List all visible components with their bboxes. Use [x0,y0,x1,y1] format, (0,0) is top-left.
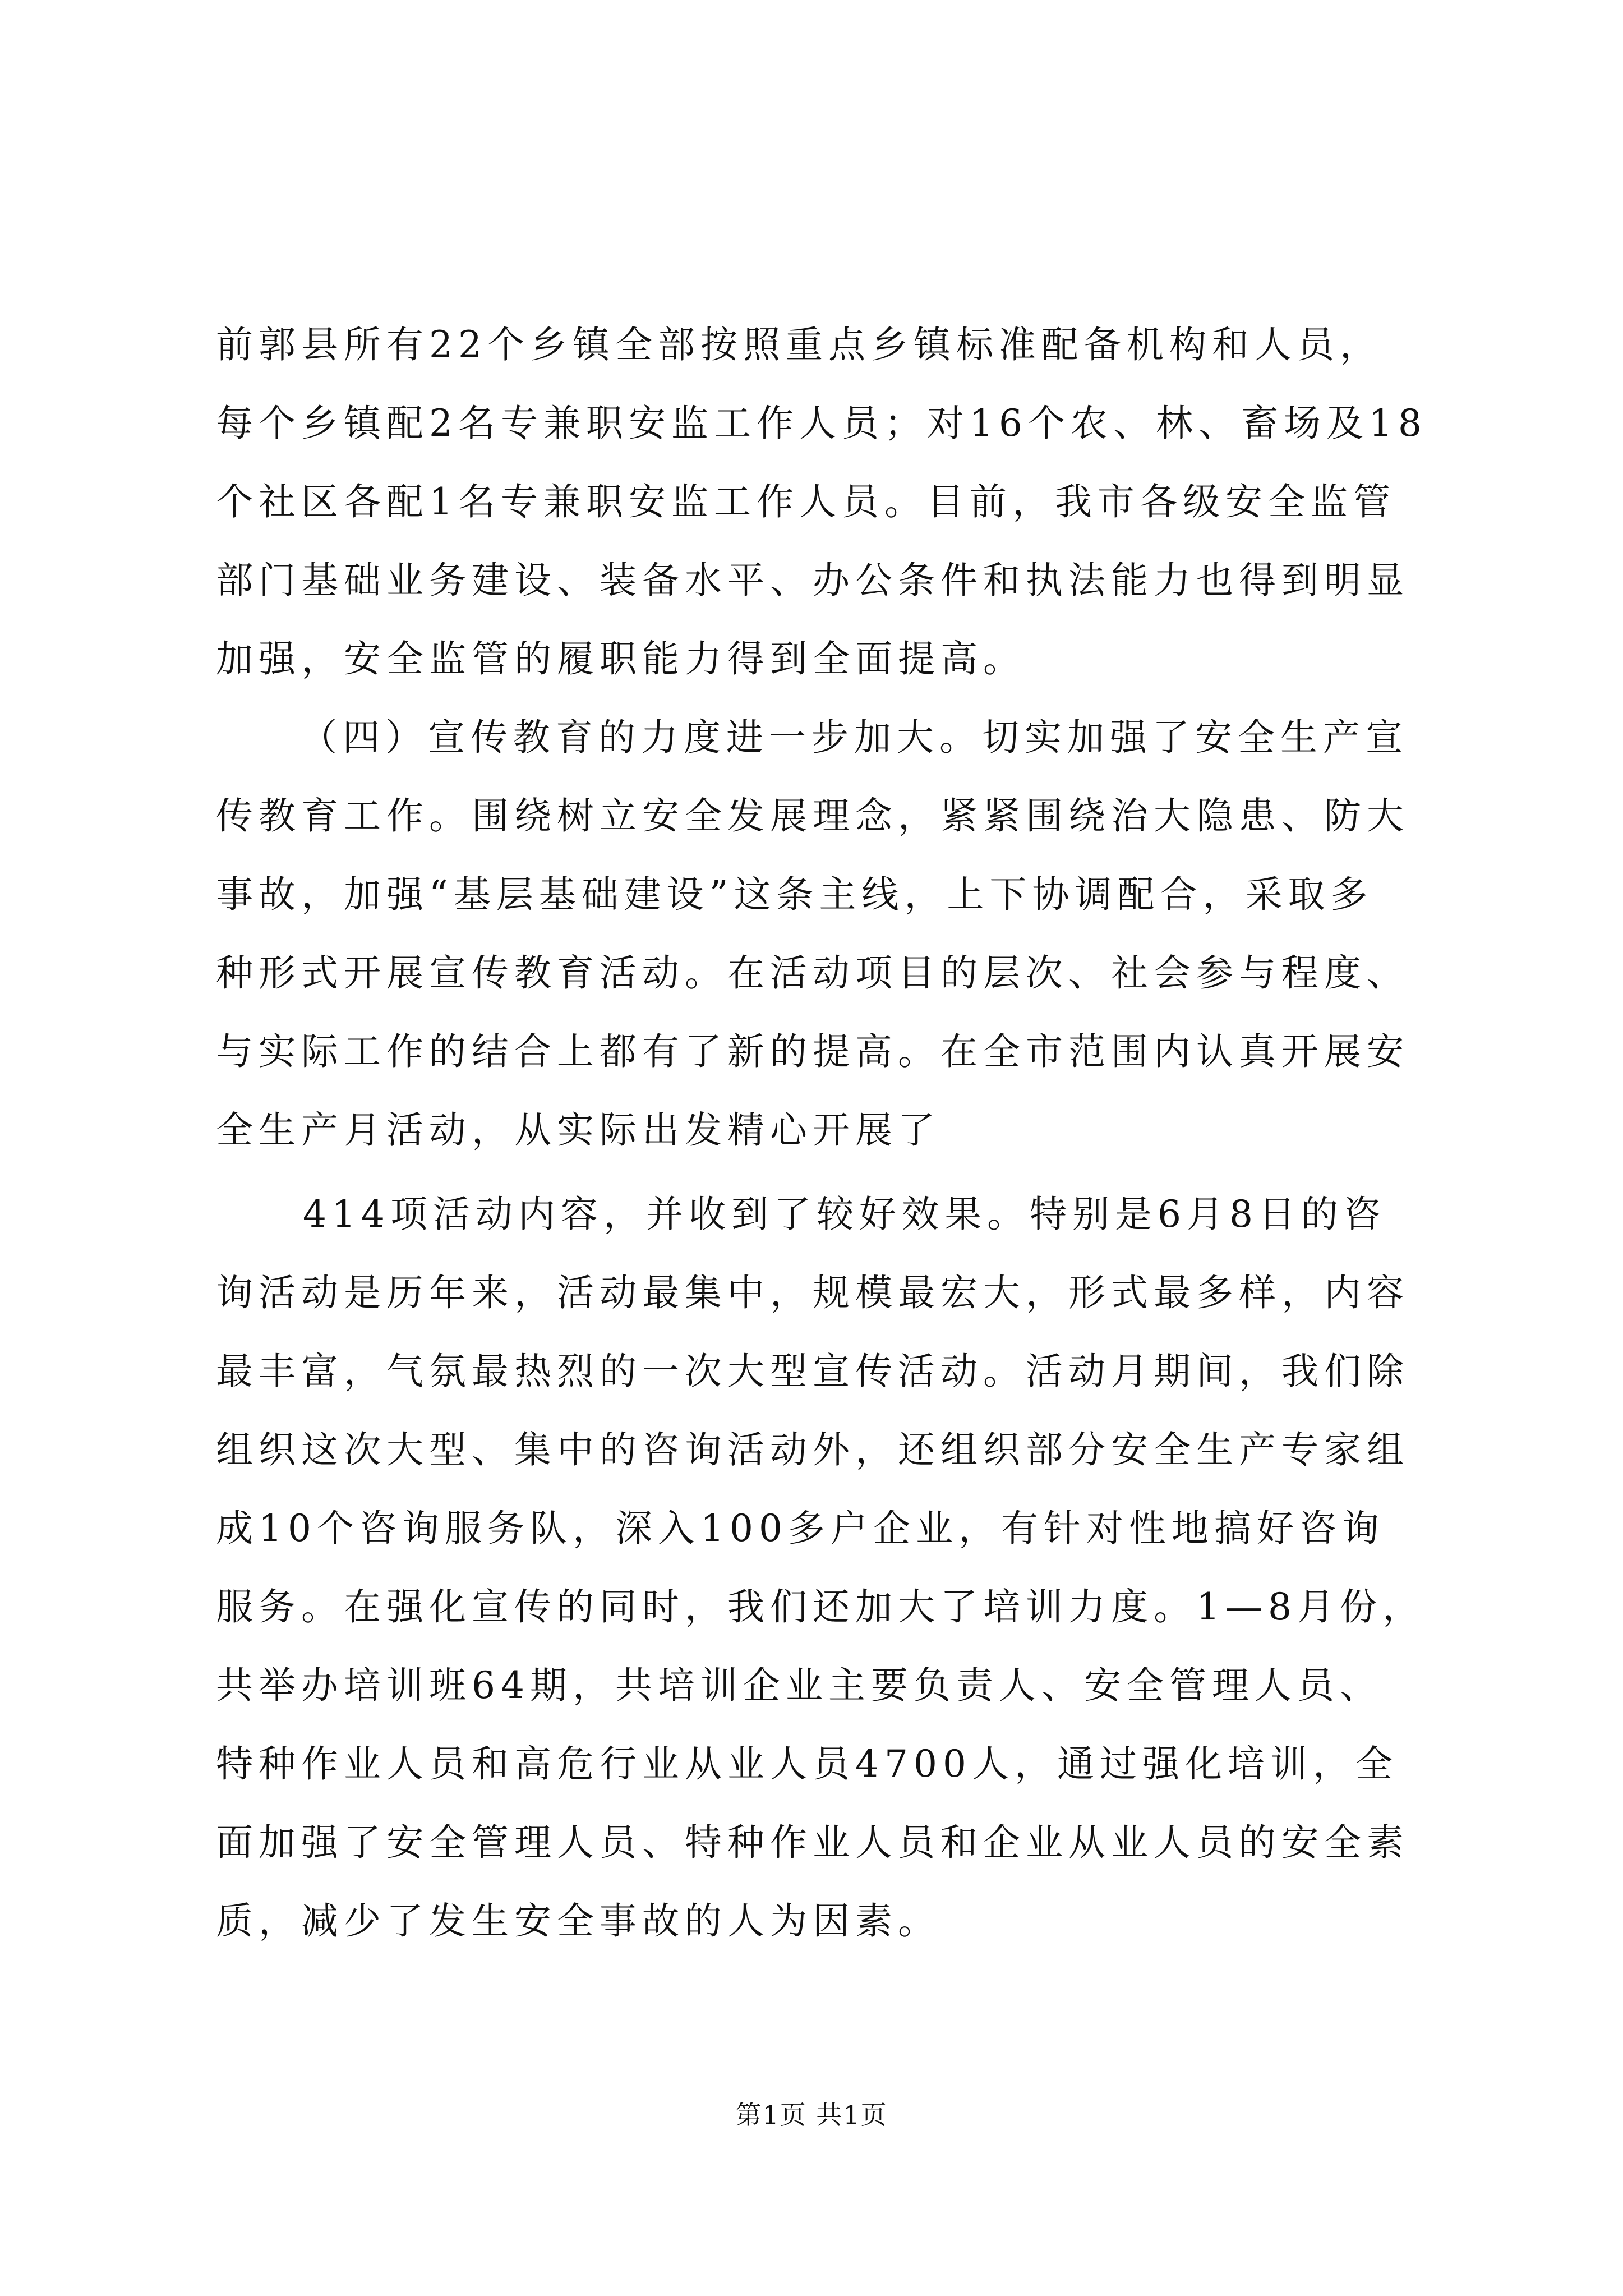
text-line: 特种作业人员和高危行业从业人员4700人，通过强化培训，全 [216,1742,1398,1786]
paragraph-3 [216,1175,1425,1961]
text-line: 询活动是历年来，活动最集中，规模最宏大，形式最多样，内容 [216,1271,1409,1314]
text-line: 共举办培训班64期，共培训企业主要负责人、安全管理人员、 [216,1664,1382,1707]
paragraph-2 [216,698,1422,1170]
text-line: 部门基础业务建设、装备水平、办公条件和执法能力也得到明显 [216,559,1409,602]
text-line: 414项活动内容，并收到了较好效果。特别是6月8日的咨 [303,1193,1386,1236]
text-line: 组织这次大型、集中的咨询活动外，还组织部分安全生产专家组 [216,1428,1409,1471]
text-line: 个社区各配1名专兼职安监工作人员。目前，我市各级安全监管 [216,480,1396,523]
text-line: 最丰富，气氛最热烈的一次大型宣传活动。活动月期间，我们除 [216,1350,1409,1393]
page-number: 第1页 共1页 [735,2100,888,2130]
paragraph-1 [216,306,1427,698]
text-line: 质，减少了发生安全事故的人为因素。 [216,1899,940,1943]
document-body [216,306,1427,1961]
text-line: 前郭县所有22个乡镇全部按照重点乡镇标准配备机构和人员， [216,323,1382,366]
text-line: 每个乡镇配2名专兼职安监工作人员；对16个农、林、畜场及18 [216,402,1427,445]
text-line: 种形式开展宣传教育活动。在活动项目的层次、社会参与程度、 [216,951,1409,995]
text-line: 加强，安全监管的履职能力得到全面提高。 [216,637,1026,680]
text-line: 成10个咨询服务队，深入100多户企业，有针对性地搞好咨询 [216,1507,1385,1550]
text-line: 面加强了安全管理人员、特种作业人员和企业从业人员的安全素 [216,1821,1409,1864]
text-line: 传教育工作。围绕树立安全发展理念，紧紧围绕治大隐患、防大 [216,794,1409,838]
text-line: 与实际工作的结合上都有了新的提高。在全市范围内认真开展安 [216,1030,1409,1073]
text-line: 服务。在强化宣传的同时，我们还加大了培训力度。1—8月份， [216,1585,1425,1628]
text-line: 全生产月活动，从实际出发精心开展了 [216,1108,940,1152]
text-line: （四）宣传教育的力度进一步加大。切实加强了安全生产宣 [300,716,1408,759]
text-line: 事故，加强“基层基础建设”这条主线，上下协调配合，采取多 [216,873,1373,916]
